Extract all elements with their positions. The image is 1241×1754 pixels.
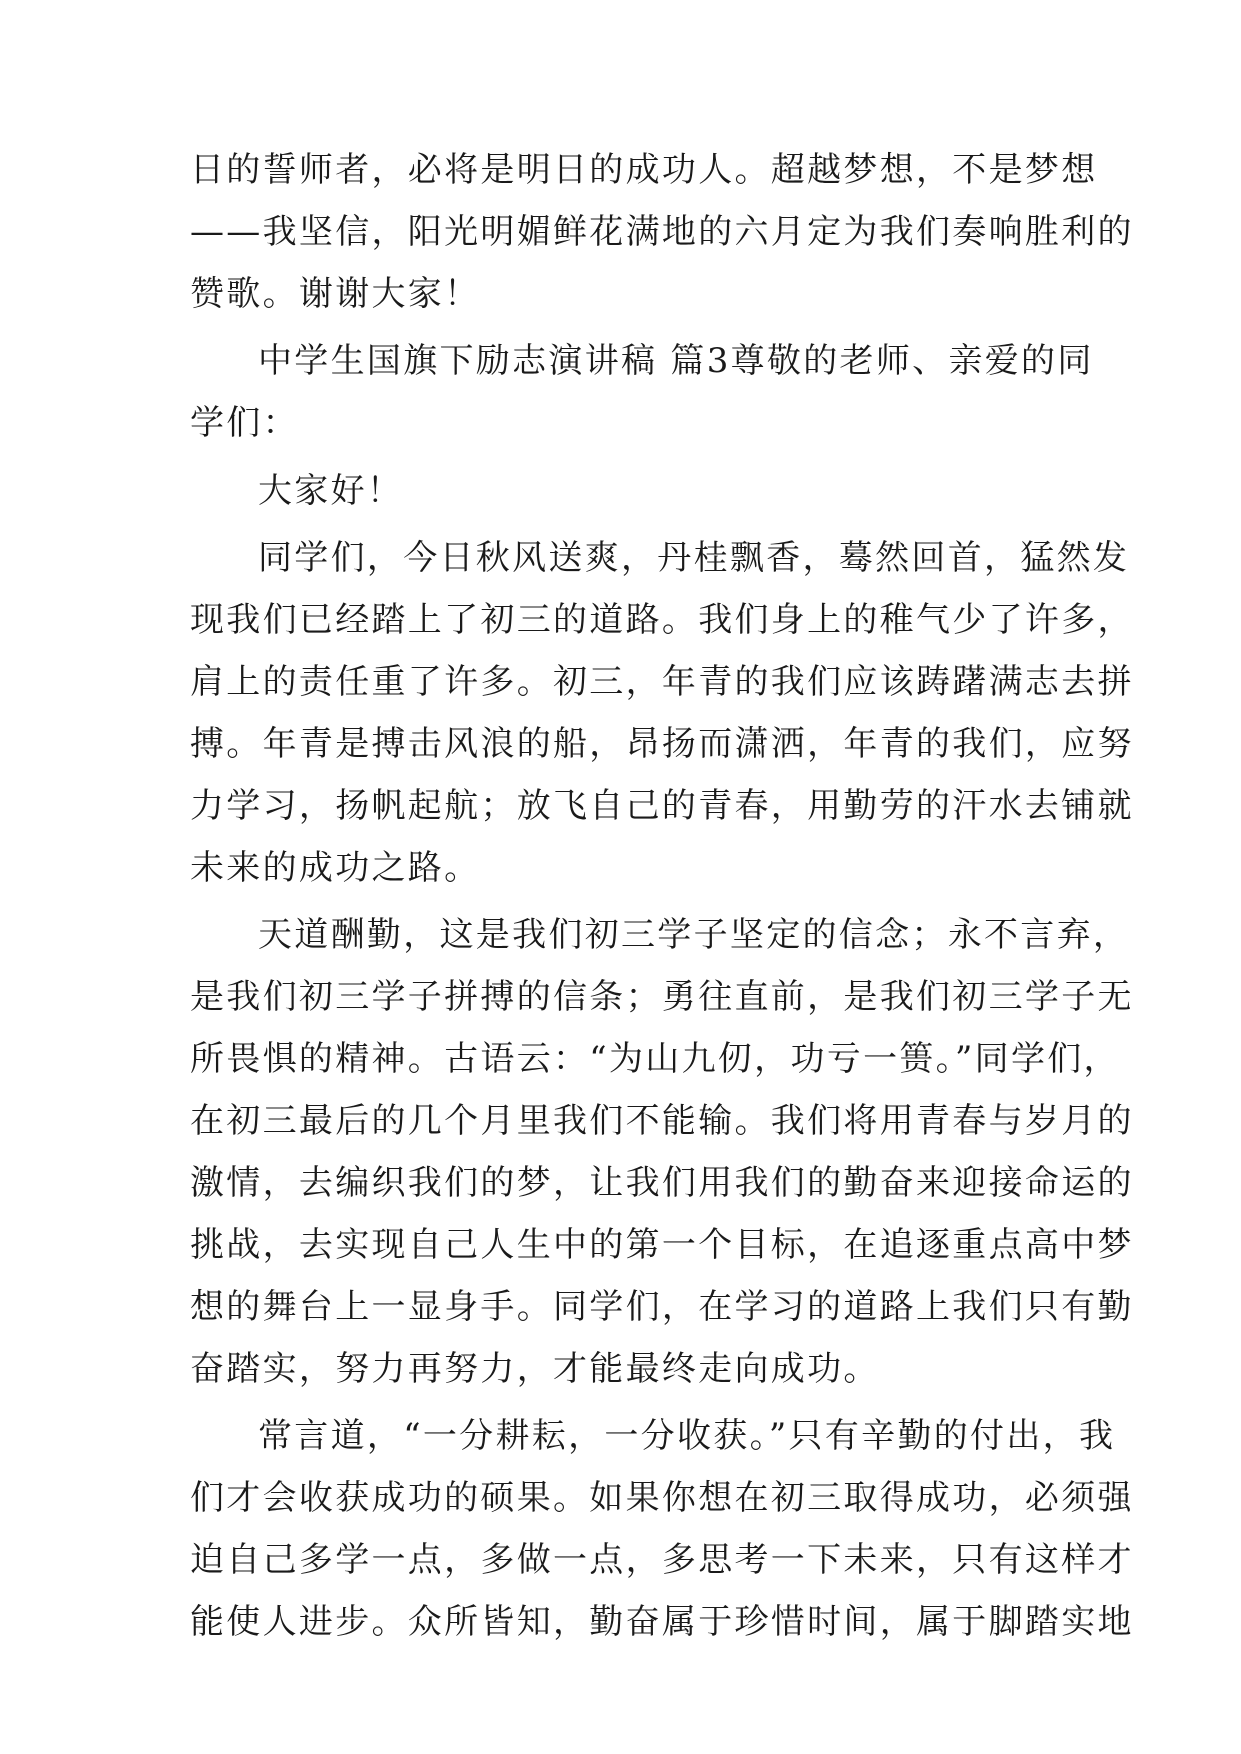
text-line: 搏。年青是搏击风浪的船，昂扬而潇洒，年青的我们，应努: [190, 724, 1134, 764]
text-line: 能使人进步。众所皆知，勤奋属于珍惜时间，属于脚踏实地: [190, 1602, 1134, 1642]
text-line: 激情，去编织我们的梦，让我们用我们的勤奋来迎接命运的: [190, 1163, 1134, 1203]
text-line: 肩上的责任重了许多。初三，年青的我们应该踌躇满志去拼: [190, 662, 1134, 702]
text-line: 天道酬勤，这是我们初三学子坚定的信念；永不言弃，: [258, 915, 1130, 955]
text-line: 同学们，今日秋风送爽，丹桂飘香，蓦然回首，猛然发: [258, 538, 1130, 578]
text-line: 挑战，去实现自己人生中的第一个目标，在追逐重点高中梦: [190, 1225, 1134, 1265]
text-line: 学们：: [190, 403, 299, 443]
text-line: 赞歌。谢谢大家！: [190, 274, 481, 314]
text-line: 未来的成功之路。: [190, 848, 481, 888]
text-line: 日的誓师者，必将是明日的成功人。超越梦想，不是梦想: [190, 150, 1098, 190]
text-line: 们才会收获成功的硕果。如果你想在初三取得成功，必须强: [190, 1478, 1134, 1518]
section-heading-line: 中学生国旗下励志演讲稿 篇3尊敬的老师、亲爱的同: [258, 341, 1094, 381]
text-line: 现我们已经踏上了初三的道路。我们身上的稚气少了许多，: [190, 600, 1134, 640]
text-line: 力学习，扬帆起航；放飞自己的青春，用勤劳的汗水去铺就: [190, 786, 1134, 826]
text-line: 是我们初三学子拼搏的信条；勇往直前，是我们初三学子无: [190, 977, 1134, 1017]
text-line: 常言道，“一分耕耘，一分收获。”只有辛勤的付出，我: [258, 1416, 1116, 1456]
greeting-line: 大家好！: [258, 471, 404, 511]
text-line: ——我坚信，阳光明媚鲜花满地的六月定为我们奏响胜利的: [190, 212, 1134, 252]
text-line: 在初三最后的几个月里我们不能输。我们将用青春与岁月的: [190, 1101, 1134, 1141]
text-line: 奋踏实，努力再努力，才能最终走向成功。: [190, 1349, 880, 1389]
text-line: 想的舞台上一显身手。同学们，在学习的道路上我们只有勤: [190, 1287, 1134, 1327]
text-line: 迫自己多学一点，多做一点，多思考一下未来，只有这样才: [190, 1540, 1134, 1580]
text-line: 所畏惧的精神。古语云：“为山九仞，功亏一篑。”同学们，: [190, 1039, 1120, 1079]
